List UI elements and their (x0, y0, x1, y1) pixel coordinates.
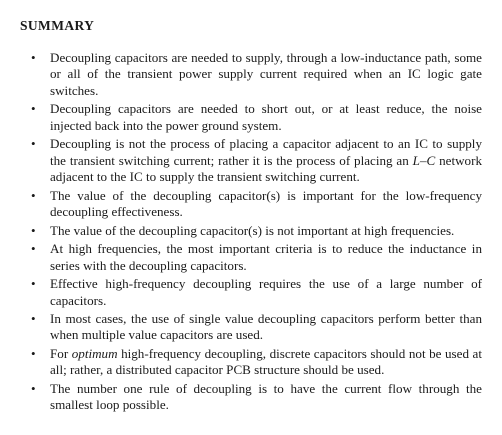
bullet-item (20, 223, 484, 239)
bullet-text: In most cases, the use of single value decoupling capacitors perform better than when multiple value capacitors are used. (50, 311, 482, 343)
bullet-text: Decoupling capacitors are needed to short out, or at least reduce, the noise injected back into the power ground system. (50, 101, 482, 133)
bullet-icon: • (31, 136, 36, 152)
italic-term: L–C (412, 152, 436, 168)
bullet-icon: • (31, 241, 36, 257)
section-heading: SUMMARY (20, 18, 95, 33)
bullet-text: At high frequencies, the most important criteria is to reduce the inductance in series with the decoupling capacitors. (50, 241, 482, 273)
bullet-text-part: network adjacent to the IC to supply the transient switching current. (50, 152, 482, 184)
bullet-text-part: Decoupling is not the process of placing a capacitor adjacent to an IC to supply the transient switching current; rather it is the process of placing an (50, 136, 482, 168)
bullet-icon: • (31, 101, 36, 117)
bullet-icon: • (31, 311, 36, 327)
bullet-item (20, 311, 484, 344)
bullet-item (20, 50, 484, 99)
bullet-icon: • (31, 276, 36, 292)
bullet-icon: • (31, 381, 36, 397)
bullet-icon: • (31, 222, 36, 238)
bullet-icon: • (31, 50, 36, 65)
bullet-item (20, 381, 484, 414)
bullet-item (20, 101, 484, 134)
bullet-icon: • (31, 187, 36, 203)
bullet-text-part: For (50, 346, 72, 362)
bullet-item (20, 241, 484, 274)
italic-term: optimum (71, 346, 118, 362)
bullet-text: The number one rule of decoupling is to have the current flow through the smallest loop possible. (50, 381, 482, 413)
bullet-item (20, 346, 484, 379)
bullet-text: Decoupling capacitors are needed to supply, through a low-inductance path, some or all of the transient power supply current required when an IC logic gate switches. (50, 50, 482, 98)
bullet-text: The value of the decoupling capacitor(s) is not important at high frequencies. (50, 222, 455, 238)
bullet-text: Effective high-frequency decoupling requires the use of a large number of capacitors. (50, 276, 482, 308)
bullet-text-part: high-frequency decoupling, discrete capacitors should not be used at all; rather, a distributed capacitor PCB structure should be used. (50, 346, 482, 378)
bullet-item (20, 276, 484, 309)
summary-bullet-list (20, 50, 484, 414)
bullet-text: The value of the decoupling capacitor(s) is important for the low-frequency decoupling effectiveness. (50, 187, 482, 219)
bullet-icon: • (31, 346, 36, 362)
bullet-text (50, 346, 482, 377)
bullet-item (20, 136, 484, 185)
bullet-text (50, 136, 482, 184)
bullet-item (20, 188, 484, 221)
